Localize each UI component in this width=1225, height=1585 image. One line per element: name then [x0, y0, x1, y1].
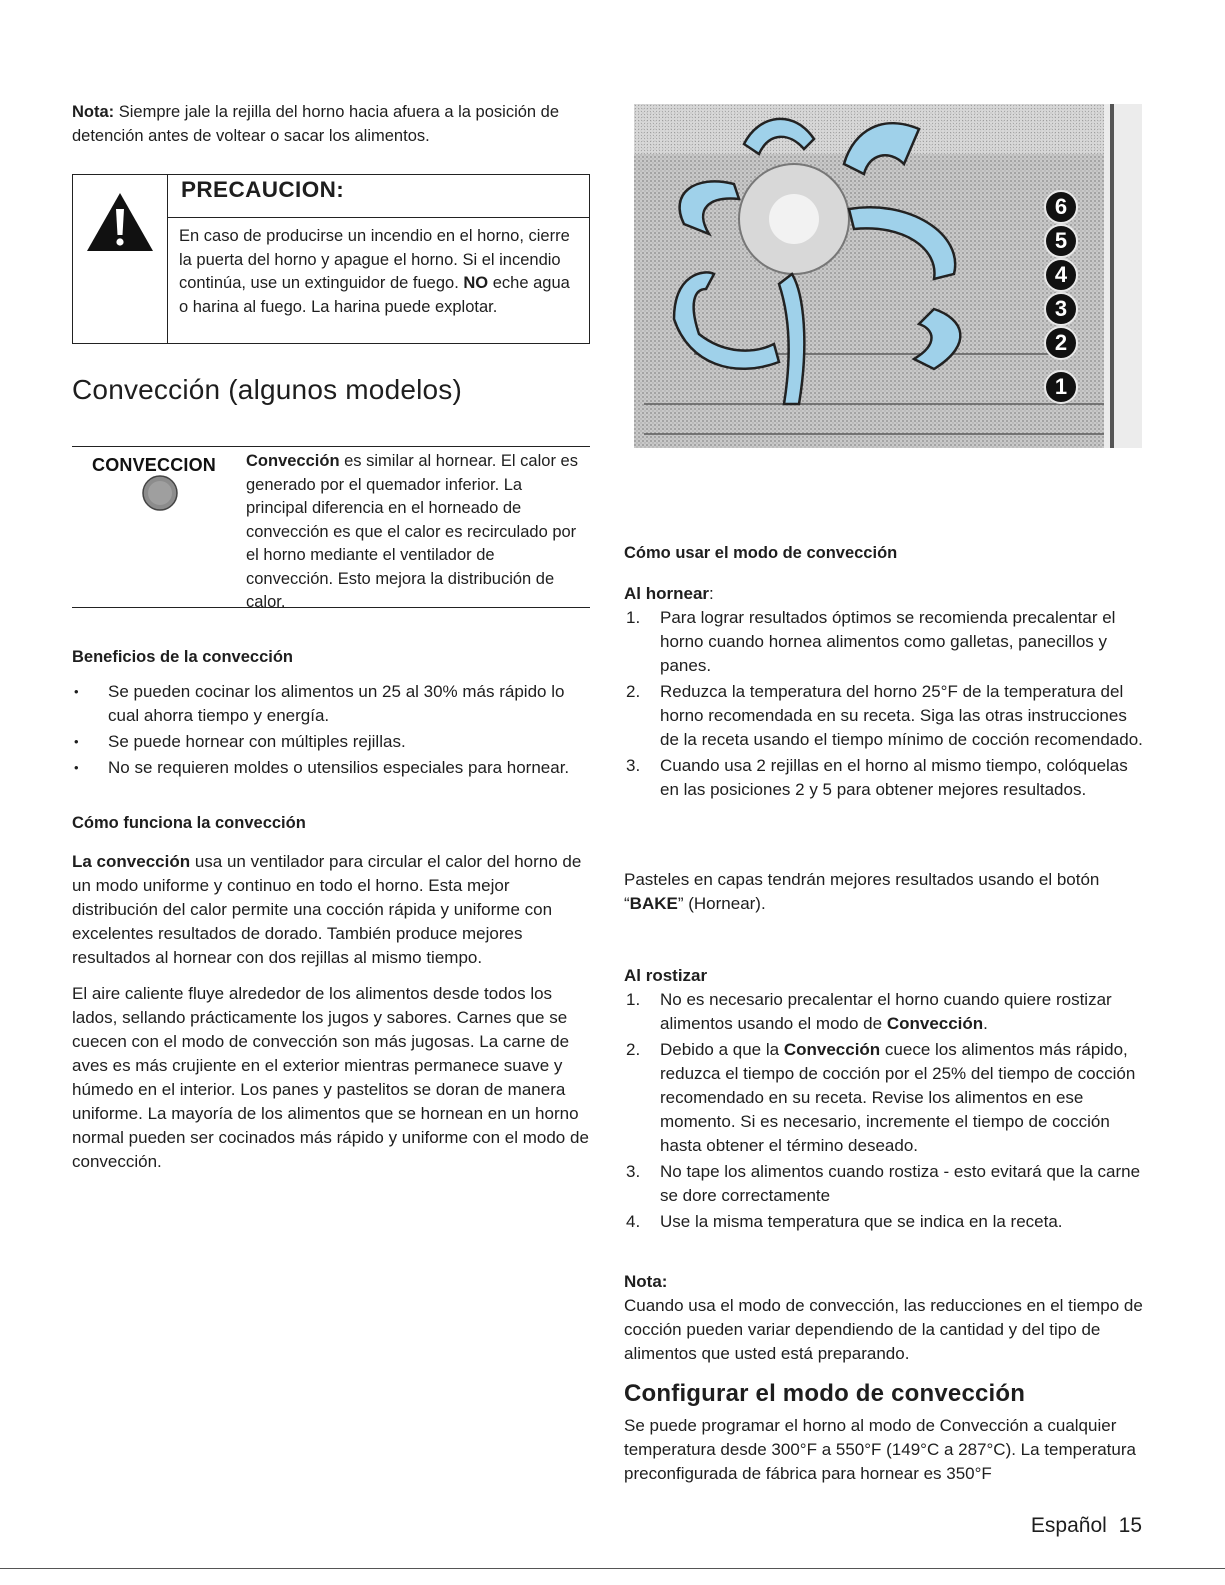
- how-works-p1-text: usa un ventilador para circular el calor del horno de un modo uniforme y continuo en todo el horno. Esta mejor distribución del calor permite una cocción rápida y uniforme con excelentes resultados de dorado. También produce mejores resultados al hornear con dos rejillas al mismo tiempo.: [72, 852, 582, 967]
- list-item: • Se pueden cocinar los alimentos un 25 al 30% más rápido lo cual ahorra tiempo y energía.: [72, 680, 594, 728]
- roast-steps: [624, 988, 1144, 1236]
- convection-button-graphic: [92, 455, 232, 515]
- how-use-heading: Cómo usar el modo de convección: [624, 544, 898, 562]
- convection-intro: [246, 450, 586, 615]
- bake-heading-colon: :: [709, 584, 714, 603]
- footer-rule: [0, 1568, 1225, 1569]
- convection-button-label: CONVECCION: [92, 455, 217, 475]
- cakes-text-1: Pasteles en capas tendrán mejores resultados usando el botón “: [624, 870, 1100, 913]
- footer-language: Español: [1030, 1514, 1107, 1537]
- step-text: cuece los alimentos más rápido, reduzca el tiempo de cocción por el 25% del tiempo de cocción recomendado en su receta. Revise los alimentos en ese momento. Si es necesario, incremente el tiempo de cocción hasta obtener el término deseado.: [660, 1040, 1136, 1155]
- list-item: [624, 1038, 1144, 1158]
- caution-box: [72, 174, 590, 344]
- step-number: 1.: [626, 990, 641, 1009]
- caution-icon-cell: [73, 175, 168, 343]
- rack-position-1: 1: [1044, 370, 1078, 404]
- rack-position-3: 3: [1044, 292, 1078, 326]
- step-text: No tape los alimentos cuando rostiza - esto evitará que la carne se dore correctamente: [660, 1162, 1141, 1205]
- how-works-heading: Cómo funciona la convección: [72, 814, 306, 832]
- caution-body-2: eche agua o harina al fuego. La harina puede explotar.: [179, 274, 570, 316]
- list-item: [624, 1210, 1144, 1234]
- nota-top-text: Siempre jale la rejilla del horno hacia afuera a la posición de detención antes de voltear o sacar los alimentos.: [72, 103, 560, 145]
- step-text: Use la misma temperatura que se indica en la receta.: [660, 1212, 1063, 1231]
- step-number: 2.: [626, 1040, 641, 1059]
- footer-page-number: 15: [1118, 1514, 1142, 1537]
- list-item: • No se requieren moldes o utensilios especiales para hornear.: [72, 756, 594, 780]
- step-number: 1.: [626, 608, 641, 627]
- bake-heading-label: Al hornear: [624, 584, 710, 603]
- convection-button-icon: [140, 473, 180, 513]
- step-bold: Convección: [783, 1040, 881, 1059]
- nota-top-label: Nota:: [72, 103, 115, 121]
- convection-intro-bold: Convección: [246, 452, 340, 470]
- caution-title: PRECAUCION:: [181, 177, 345, 202]
- step-number: 4.: [626, 1212, 641, 1231]
- list-item: [624, 754, 1144, 802]
- list-item: • Se puede hornear con múltiples rejillas.: [72, 730, 594, 754]
- cakes-bold: BAKE: [629, 894, 678, 913]
- rack-position-2: 2: [1044, 326, 1078, 360]
- list-item: [624, 1160, 1144, 1208]
- caution-body: [179, 225, 579, 319]
- bake-heading: [624, 582, 714, 606]
- rack-position-6: 6: [1044, 190, 1078, 224]
- step-text: Reduzca la temperatura del horno 25°F de la temperatura del horno recomendada en su receta. Siga las otras instrucciones de la receta usando el tiempo mínimo de cocción recomendado.: [660, 682, 1143, 749]
- step-bold: Convección: [886, 1014, 984, 1033]
- caution-body-no: NO: [463, 274, 489, 292]
- list-item: [624, 988, 1144, 1036]
- nota-top: [72, 100, 592, 148]
- step-tail: .: [983, 1014, 988, 1033]
- step-text: No es necesario precalentar el horno cuando quiere rostizar alimentos usando el modo de: [660, 990, 1112, 1033]
- nota-bottom-label: Nota:: [624, 1272, 668, 1291]
- convection-heading: Convección (algunos modelos): [72, 374, 463, 405]
- step-number: 3.: [626, 756, 641, 775]
- configure-heading: Configurar el modo de convección: [624, 1380, 1026, 1407]
- list-item: [624, 680, 1144, 752]
- how-works-p1-bold: La convección: [72, 852, 191, 871]
- caution-body-1: En caso de producirse un incendio en el horno, cierre la puerta del horno y apague el horno. Si el incendio continúa, use un extinguidor de fuego.: [179, 227, 570, 292]
- page-footer: [1031, 1514, 1142, 1538]
- step-number: 3.: [626, 1162, 641, 1181]
- cakes-paragraph: [624, 868, 1144, 916]
- intro-bottom-rule: [72, 607, 590, 608]
- benefits-heading: Beneficios de la convección: [72, 648, 293, 666]
- warning-triangle-icon: [85, 191, 155, 253]
- rack-position-5: 5: [1044, 224, 1078, 258]
- caution-divider: [167, 217, 589, 218]
- how-works-paragraph-2: El aire caliente fluye alrededor de los alimentos desde todos los lados, sellando prácticamente los jugos y sabores. Carnes que se cuecen con el modo de convección son más jugosas. La carne de aves es más crujiente en el exterior mientras permanece suave y húmedo en el interior. Los panes y pastelitos se doran de manera uniforme. La mayoría de los alimentos que se hornean en un horno normal pueden ser cocinados más rápido y uniforme con el modo de convección.: [72, 984, 589, 1171]
- nota-bottom-text: Cuando usa el modo de convección, las reducciones en el tiempo de cocción pueden variar dependiendo de la cantidad y del tipo de alimentos que usted está preparando.: [624, 1296, 1143, 1363]
- convection-intro-text: es similar al hornear. El calor es generado por el quemador inferior. La principal diferencia en el horneado de convección es que el calor es recirculado por el horno mediante el ventilador de convección. Esto mejora la distribución de calor.: [246, 452, 578, 611]
- step-number: 2.: [626, 682, 641, 701]
- oven-convection-photo: [634, 104, 1142, 448]
- bake-steps: [624, 606, 1144, 804]
- step-text: Debido a que la: [660, 1040, 784, 1059]
- step-text: Para lograr resultados óptimos se recomienda precalentar el horno cuando hornea alimentos como galletas, panecillos y panes.: [660, 608, 1116, 675]
- list-item: [624, 606, 1144, 678]
- how-works-paragraph-1: [72, 850, 592, 970]
- rack-position-4: 4: [1044, 258, 1078, 292]
- step-text: Cuando usa 2 rejillas en el horno al mismo tiempo, colóquelas en las posiciones 2 y 5 para obtener mejores resultados.: [660, 756, 1128, 799]
- benefits-list: [72, 680, 594, 782]
- intro-top-rule: [72, 446, 590, 447]
- cakes-text-2: ” (Hornear).: [677, 894, 766, 913]
- configure-text: Se puede programar el horno al modo de Convección a cualquier temperatura desde 300°F a 550°F (149°C a 287°C). La temperatura preconfigurada de fábrica para hornear es 350°F: [624, 1416, 1136, 1483]
- roast-heading: Al rostizar: [624, 966, 708, 985]
